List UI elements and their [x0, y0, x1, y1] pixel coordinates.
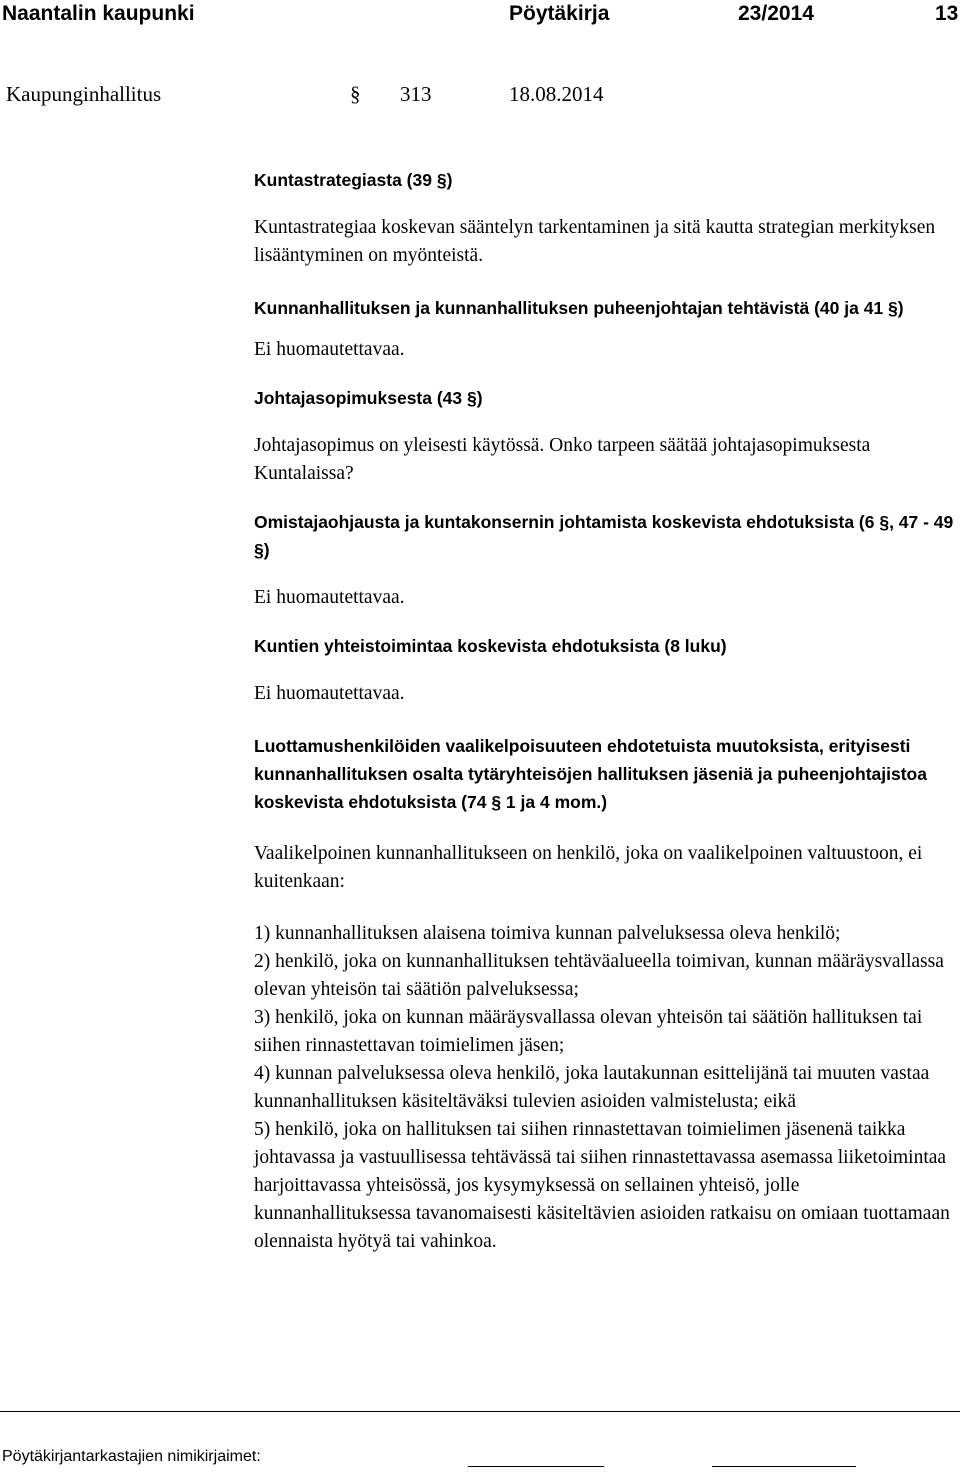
- city-name: Naantalin kaupunki: [2, 2, 195, 25]
- heading-kuntastrategia: Kuntastrategiasta (39 §): [254, 170, 453, 190]
- paragraph-yhteistoiminta: Ei huomautettavaa.: [254, 683, 405, 704]
- body-name: Kaupunginhallitus: [6, 82, 162, 106]
- list-item: 1) kunnanhallituksen alaisena toimiva kunnan palveluksessa oleva henkilö;: [254, 923, 841, 944]
- signature-line: [712, 1466, 856, 1467]
- signatures-label: Pöytäkirjantarkastajien nimikirjaimet:: [2, 1448, 261, 1465]
- list-item: 2) henkilö, joka on kunnanhallituksen tehtäväalueella toimivan, kunnan määräysvallassa olevan yhteisön tai säätiön palveluksessa;: [254, 951, 944, 1000]
- heading-vaalikelpoisuus: Luottamushenkilöiden vaalikelpoisuuteen ehdotetuista muutoksista, erityisesti kunnanhallituksen osalta tytäryhteisöjen hallituksen jäseniä ja puheenjohtajistoa koskevista ehdotuksista (74 § 1 ja 4 mom.): [254, 736, 927, 812]
- eligibility-list: [254, 920, 956, 1256]
- footer-divider: [0, 1411, 960, 1412]
- list-item: 3) henkilö, joka on kunnan määräysvallassa olevan yhteisön tai säätiön hallituksen tai siihen rinnastettavan toimielimen jäsen;: [254, 1007, 923, 1056]
- meeting-date: 18.08.2014: [509, 82, 604, 106]
- document-type: Pöytäkirja: [509, 2, 610, 25]
- heading-yhteistoiminta: Kuntien yhteistoimintaa koskevista ehdotuksista (8 luku): [254, 636, 727, 656]
- signature-line: [468, 1466, 604, 1467]
- list-item: 4) kunnan palveluksessa oleva henkilö, joka lautakunnan esittelijänä tai muuten vastaa kunnanhallituksen käsiteltäväksi tulevien asioiden valmistelusta; eikä: [254, 1063, 930, 1112]
- section-number: 313: [400, 82, 432, 106]
- document-number: 23/2014: [738, 2, 814, 25]
- paragraph-johtajasopimus: Johtajasopimus on yleisesti käytössä. Onko tarpeen säätää johtajasopimuksesta Kuntalaissa?: [254, 435, 871, 484]
- section-symbol: §: [350, 82, 361, 106]
- paragraph-omistajaohjaus: Ei huomautettavaa.: [254, 587, 405, 608]
- page-number: 13: [935, 2, 959, 25]
- paragraph-kuntastrategia: Kuntastrategiaa koskevan sääntelyn tarkentaminen ja sitä kautta strategian merkityksen lisääntyminen on myönteistä.: [254, 217, 936, 266]
- page-header: [0, 0, 960, 120]
- paragraph-kunnanhallitus: Ei huomautettavaa.: [254, 339, 405, 360]
- heading-kunnanhallitus: Kunnanhallituksen ja kunnanhallituksen puheenjohtajan tehtävistä (40 ja 41 §): [254, 298, 904, 318]
- document-body: [254, 166, 956, 1256]
- heading-johtajasopimus: Johtajasopimuksesta (43 §): [254, 388, 483, 408]
- heading-omistajaohjaus: Omistajaohjausta ja kuntakonsernin johtamista koskevista ehdotuksista (6 §, 47 - 49 §): [254, 512, 954, 560]
- list-item: 5) henkilö, joka on hallituksen tai siihen rinnastettavan toimielimen jäsenenä taikka johtavassa ja vastuullisessa tehtävässä tai siihen rinnastettavassa asemassa liiketoimintaa harjoittavassa yhteisössä, jos kysymyksessä on sellainen yhteisö, jolle kunnanhallituksessa tavanomaisesti käsiteltävien asioiden ratkaisu on omiaan tuottamaan olennaista hyötyä tai vahinkoa.: [254, 1119, 950, 1252]
- paragraph-vaalikelpoisuus: Vaalikelpoinen kunnanhallitukseen on henkilö, joka on vaalikelpoinen valtuustoon, ei kuitenkaan:: [254, 843, 923, 892]
